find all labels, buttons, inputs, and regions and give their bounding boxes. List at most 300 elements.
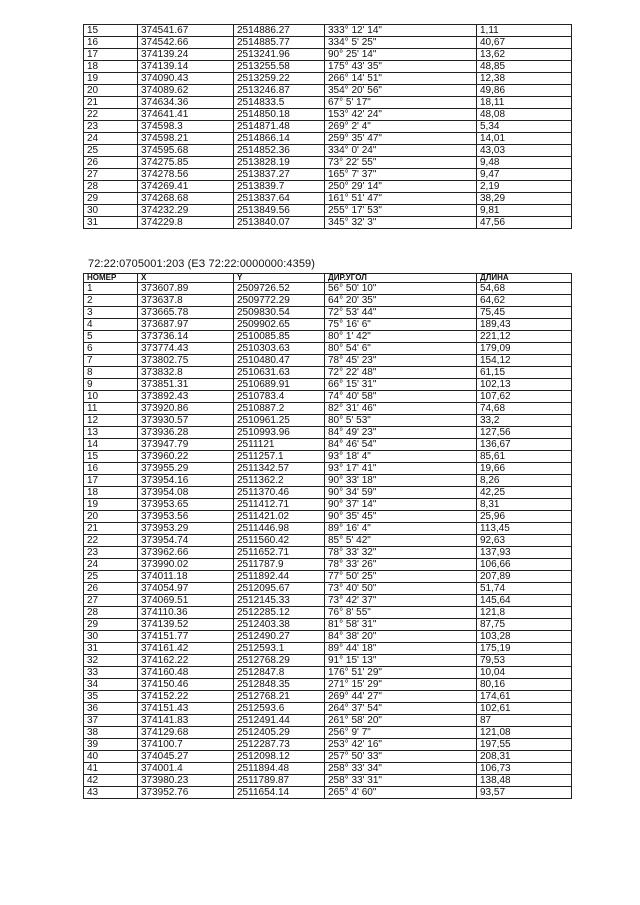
cell-number: 28: [84, 181, 138, 193]
cell-length: 137,93: [477, 547, 572, 559]
cell-y: 2514885.77: [234, 37, 325, 49]
cell-x: 373930.57: [138, 415, 234, 427]
table-row: [84, 379, 572, 391]
cell-number: 34: [84, 679, 138, 691]
cell-direction-angle: 90° 35' 45": [325, 511, 477, 523]
cell-length: 127,56: [477, 427, 572, 439]
table-row: [84, 535, 572, 547]
cell-number: 15: [84, 451, 138, 463]
cell-length: 64,62: [477, 295, 572, 307]
cell-direction-angle: 259° 35' 47": [325, 133, 477, 145]
cell-length: 1,11: [477, 25, 572, 37]
table-row: [84, 715, 572, 727]
cell-x: 374162.22: [138, 655, 234, 667]
cell-x: 373953.29: [138, 523, 234, 535]
cell-x: 373954.08: [138, 487, 234, 499]
table-row: [84, 25, 572, 37]
cell-y: 2509902.65: [234, 319, 325, 331]
cell-x: 374054.97: [138, 583, 234, 595]
cell-number: 3: [84, 307, 138, 319]
table-row: [84, 547, 572, 559]
cell-y: 2512490.27: [234, 631, 325, 643]
cell-length: 25,96: [477, 511, 572, 523]
coordinates-table: [83, 273, 572, 799]
cell-x: 374278.56: [138, 169, 234, 181]
cell-x: 374541.67: [138, 25, 234, 37]
cell-length: 87,75: [477, 619, 572, 631]
cell-x: 374139.24: [138, 49, 234, 61]
cell-direction-angle: 67° 5' 17": [325, 97, 477, 109]
header-x: X: [138, 274, 234, 283]
cell-length: 106,66: [477, 559, 572, 571]
cell-length: 48,85: [477, 61, 572, 73]
table-row: [84, 559, 572, 571]
cell-length: 113,45: [477, 523, 572, 535]
cell-y: 2509726.52: [234, 283, 325, 295]
cell-y: 2510085.85: [234, 331, 325, 343]
cell-number: 18: [84, 61, 138, 73]
cell-direction-angle: 74° 40' 58": [325, 391, 477, 403]
table-row: [84, 415, 572, 427]
cell-number: 32: [84, 655, 138, 667]
cell-direction-angle: 333° 12' 14": [325, 25, 477, 37]
cell-direction-angle: 253° 42' 16": [325, 739, 477, 751]
cell-length: 179,09: [477, 343, 572, 355]
cell-y: 2513246.87: [234, 85, 325, 97]
cell-direction-angle: 89° 44' 18": [325, 643, 477, 655]
table-row: [84, 217, 572, 229]
cell-length: 33,2: [477, 415, 572, 427]
cell-direction-angle: 90° 33' 18": [325, 475, 477, 487]
cell-length: 121,8: [477, 607, 572, 619]
cell-length: 197,55: [477, 739, 572, 751]
cell-direction-angle: 80° 1' 42": [325, 331, 477, 343]
cell-length: 13,62: [477, 49, 572, 61]
table-row: [84, 37, 572, 49]
cell-direction-angle: 84° 49' 23": [325, 427, 477, 439]
cell-length: 85,61: [477, 451, 572, 463]
cell-direction-angle: 72° 22' 48": [325, 367, 477, 379]
cell-number: 39: [84, 739, 138, 751]
cell-x: 373953.56: [138, 511, 234, 523]
cell-number: 18: [84, 487, 138, 499]
cell-x: 374232.29: [138, 205, 234, 217]
cell-length: 207,89: [477, 571, 572, 583]
cell-y: 2512145.33: [234, 595, 325, 607]
cell-number: 16: [84, 463, 138, 475]
cell-x: 373774.43: [138, 343, 234, 355]
cell-x: 373947.79: [138, 439, 234, 451]
cell-x: 374089.62: [138, 85, 234, 97]
table-row: [84, 439, 572, 451]
cell-y: 2514833.5: [234, 97, 325, 109]
cell-x: 374151.43: [138, 703, 234, 715]
cell-y: 2509772.29: [234, 295, 325, 307]
cell-x: 374090.43: [138, 73, 234, 85]
cell-y: 2514852.36: [234, 145, 325, 157]
cell-y: 2510783.4: [234, 391, 325, 403]
cell-number: 21: [84, 523, 138, 535]
table-row: [84, 451, 572, 463]
cell-number: 12: [84, 415, 138, 427]
cell-number: 10: [84, 391, 138, 403]
cell-length: 189,43: [477, 319, 572, 331]
table-row: [84, 391, 572, 403]
cell-y: 2511560.42: [234, 535, 325, 547]
table-row: [84, 751, 572, 763]
cell-y: 2513849.56: [234, 205, 325, 217]
cell-number: 14: [84, 439, 138, 451]
cell-length: 79,53: [477, 655, 572, 667]
cell-length: 154,12: [477, 355, 572, 367]
cell-y: 2512285.12: [234, 607, 325, 619]
cell-number: 30: [84, 631, 138, 643]
cell-number: 7: [84, 355, 138, 367]
cell-y: 2511654.14: [234, 787, 325, 799]
table-row: [84, 499, 572, 511]
cell-length: 136,67: [477, 439, 572, 451]
cell-length: 75,45: [477, 307, 572, 319]
cell-x: 373960.22: [138, 451, 234, 463]
cell-x: 374160.48: [138, 667, 234, 679]
cell-direction-angle: 89° 16' 4": [325, 523, 477, 535]
cell-y: 2513837.27: [234, 169, 325, 181]
cell-number: 25: [84, 571, 138, 583]
header-number: НОМЕР: [84, 274, 138, 283]
cell-y: 2510480.47: [234, 355, 325, 367]
cell-direction-angle: 81° 58' 31": [325, 619, 477, 631]
cell-direction-angle: 269° 2' 4": [325, 121, 477, 133]
cell-direction-angle: 93° 17' 41": [325, 463, 477, 475]
cell-length: 145,64: [477, 595, 572, 607]
cell-number: 25: [84, 145, 138, 157]
cell-direction-angle: 256° 9' 7": [325, 727, 477, 739]
cell-direction-angle: 85° 5' 42": [325, 535, 477, 547]
table-row: [84, 739, 572, 751]
cell-y: 2511121: [234, 439, 325, 451]
cell-x: 374141.83: [138, 715, 234, 727]
cell-y: 2512098.12: [234, 751, 325, 763]
cell-direction-angle: 73° 22' 55": [325, 157, 477, 169]
section-title: 72:22:0705001:203 (ЕЗ 72:22:0000000:4359): [88, 258, 316, 270]
cell-length: 8,26: [477, 475, 572, 487]
cell-y: 2513828.19: [234, 157, 325, 169]
cell-y: 2510303.63: [234, 343, 325, 355]
cell-number: 16: [84, 37, 138, 49]
table-row: [84, 157, 572, 169]
table-row: [84, 511, 572, 523]
cell-y: 2511446.98: [234, 523, 325, 535]
cell-y: 2514871.48: [234, 121, 325, 133]
cell-number: 1: [84, 283, 138, 295]
cell-length: 18,11: [477, 97, 572, 109]
cell-length: 92,63: [477, 535, 572, 547]
cell-length: 121,08: [477, 727, 572, 739]
cell-x: 373980.23: [138, 775, 234, 787]
cell-y: 2511421.02: [234, 511, 325, 523]
table-row: [84, 655, 572, 667]
cell-x: 374275.85: [138, 157, 234, 169]
cell-x: 373637.8: [138, 295, 234, 307]
table-header-row: [84, 274, 572, 283]
cell-number: 19: [84, 73, 138, 85]
coordinates-table-continued: [83, 24, 572, 229]
cell-x: 374269.41: [138, 181, 234, 193]
cell-direction-angle: 66° 15' 31": [325, 379, 477, 391]
table-row: [84, 169, 572, 181]
table-row: [84, 703, 572, 715]
cell-direction-angle: 266° 14' 51": [325, 73, 477, 85]
table-row: [84, 775, 572, 787]
cell-direction-angle: 153° 42' 24": [325, 109, 477, 121]
cell-direction-angle: 91° 15' 13": [325, 655, 477, 667]
cell-direction-angle: 72° 53' 44": [325, 307, 477, 319]
cell-x: 374151.77: [138, 631, 234, 643]
cell-x: 374001.4: [138, 763, 234, 775]
cell-x: 373953.65: [138, 499, 234, 511]
table-row: [84, 631, 572, 643]
cell-number: 20: [84, 85, 138, 97]
cell-direction-angle: 255° 17' 53": [325, 205, 477, 217]
cell-number: 35: [84, 691, 138, 703]
cell-number: 8: [84, 367, 138, 379]
cell-direction-angle: 176° 51' 29": [325, 667, 477, 679]
cell-x: 373954.16: [138, 475, 234, 487]
cell-y: 2511789.87: [234, 775, 325, 787]
cell-y: 2512768.21: [234, 691, 325, 703]
cell-length: 175,19: [477, 643, 572, 655]
table-row: [84, 49, 572, 61]
cell-number: 37: [84, 715, 138, 727]
cell-length: 47,56: [477, 217, 572, 229]
cell-y: 2513837.64: [234, 193, 325, 205]
cell-direction-angle: 265° 4' 60": [325, 787, 477, 799]
cell-x: 373802.75: [138, 355, 234, 367]
cell-direction-angle: 264° 37' 54": [325, 703, 477, 715]
cell-length: 48,08: [477, 109, 572, 121]
cell-x: 373851.31: [138, 379, 234, 391]
table-row: [84, 355, 572, 367]
table-row: [84, 343, 572, 355]
cell-y: 2511412.71: [234, 499, 325, 511]
cell-length: 102,13: [477, 379, 572, 391]
cell-number: 26: [84, 583, 138, 595]
cell-length: 2,19: [477, 181, 572, 193]
cell-y: 2512848.35: [234, 679, 325, 691]
cell-direction-angle: 269° 44' 27": [325, 691, 477, 703]
cell-number: 23: [84, 547, 138, 559]
cell-length: 103,28: [477, 631, 572, 643]
cell-y: 2509830.54: [234, 307, 325, 319]
cell-length: 174,61: [477, 691, 572, 703]
cell-x: 373736.14: [138, 331, 234, 343]
table-row: [84, 787, 572, 799]
table-row: [84, 583, 572, 595]
cell-number: 17: [84, 49, 138, 61]
cell-x: 374268.68: [138, 193, 234, 205]
cell-x: 373920.86: [138, 403, 234, 415]
cell-direction-angle: 175° 43' 35": [325, 61, 477, 73]
cell-number: 38: [84, 727, 138, 739]
cell-direction-angle: 334° 5' 25": [325, 37, 477, 49]
cell-y: 2512287.73: [234, 739, 325, 751]
cell-y: 2510689.91: [234, 379, 325, 391]
cell-y: 2512405.29: [234, 727, 325, 739]
cell-direction-angle: 80° 5' 53": [325, 415, 477, 427]
cell-length: 49,86: [477, 85, 572, 97]
cell-direction-angle: 161° 51' 47": [325, 193, 477, 205]
table-row: [84, 523, 572, 535]
cell-y: 2514886.27: [234, 25, 325, 37]
cell-length: 5,34: [477, 121, 572, 133]
cell-direction-angle: 334° 0' 24": [325, 145, 477, 157]
cell-x: 374598.21: [138, 133, 234, 145]
cell-number: 21: [84, 97, 138, 109]
table-row: [84, 643, 572, 655]
table-row: [84, 85, 572, 97]
cell-direction-angle: 271° 15' 29": [325, 679, 477, 691]
cell-x: 373990.02: [138, 559, 234, 571]
cell-y: 2513255.58: [234, 61, 325, 73]
cell-x: 374634.36: [138, 97, 234, 109]
cell-x: 374598.3: [138, 121, 234, 133]
cell-y: 2510887.2: [234, 403, 325, 415]
cell-x: 373955.29: [138, 463, 234, 475]
table-row: [84, 427, 572, 439]
cell-number: 11: [84, 403, 138, 415]
table-row: [84, 763, 572, 775]
cell-x: 373687.97: [138, 319, 234, 331]
cell-number: 40: [84, 751, 138, 763]
cell-number: 5: [84, 331, 138, 343]
cell-length: 93,57: [477, 787, 572, 799]
cell-length: 42,25: [477, 487, 572, 499]
cell-direction-angle: 345° 32' 3": [325, 217, 477, 229]
cell-x: 373952.76: [138, 787, 234, 799]
cell-number: 22: [84, 535, 138, 547]
cell-y: 2514850.18: [234, 109, 325, 121]
cell-number: 20: [84, 511, 138, 523]
cell-direction-angle: 56° 50' 10": [325, 283, 477, 295]
cell-number: 26: [84, 157, 138, 169]
cell-direction-angle: 258° 33' 34": [325, 763, 477, 775]
cell-y: 2512403.38: [234, 619, 325, 631]
cell-direction-angle: 75° 16' 6": [325, 319, 477, 331]
cell-y: 2511894.48: [234, 763, 325, 775]
cell-length: 9,81: [477, 205, 572, 217]
cell-x: 373832.8: [138, 367, 234, 379]
table-row: [84, 679, 572, 691]
cell-length: 14,01: [477, 133, 572, 145]
table2-body: [84, 283, 572, 799]
table-row: [84, 691, 572, 703]
cell-length: 74,68: [477, 403, 572, 415]
cell-x: 374129.68: [138, 727, 234, 739]
cell-number: 41: [84, 763, 138, 775]
cell-length: 221,12: [477, 331, 572, 343]
cell-x: 373607.89: [138, 283, 234, 295]
table1-body: [84, 25, 572, 229]
cell-length: 38,29: [477, 193, 572, 205]
cell-x: 374595.68: [138, 145, 234, 157]
cell-length: 87: [477, 715, 572, 727]
cell-length: 208,31: [477, 751, 572, 763]
cell-y: 2512593.1: [234, 643, 325, 655]
cell-length: 138,48: [477, 775, 572, 787]
table-row: [84, 295, 572, 307]
cell-length: 12,38: [477, 73, 572, 85]
cell-y: 2512768.29: [234, 655, 325, 667]
cell-direction-angle: 64° 20' 35": [325, 295, 477, 307]
cell-direction-angle: 80° 54' 6": [325, 343, 477, 355]
cell-length: 107,62: [477, 391, 572, 403]
cell-length: 9,47: [477, 169, 572, 181]
header-length: ДЛИНА: [477, 274, 572, 283]
cell-y: 2512593.6: [234, 703, 325, 715]
cell-direction-angle: 165° 7' 37": [325, 169, 477, 181]
cell-number: 13: [84, 427, 138, 439]
cell-y: 2513259.22: [234, 73, 325, 85]
cell-x: 374011.18: [138, 571, 234, 583]
cell-x: 374100.7: [138, 739, 234, 751]
cell-number: 9: [84, 379, 138, 391]
cell-direction-angle: 78° 33' 26": [325, 559, 477, 571]
cell-x: 374139.14: [138, 61, 234, 73]
cell-number: 4: [84, 319, 138, 331]
cell-length: 19,66: [477, 463, 572, 475]
table-row: [84, 727, 572, 739]
cell-direction-angle: 78° 45' 23": [325, 355, 477, 367]
table-row: [84, 283, 572, 295]
table-row: [84, 205, 572, 217]
cell-number: 27: [84, 595, 138, 607]
cell-x: 374161.42: [138, 643, 234, 655]
table-row: [84, 193, 572, 205]
cell-direction-angle: 73° 40' 50": [325, 583, 477, 595]
cell-number: 29: [84, 619, 138, 631]
table-row: [84, 619, 572, 631]
cell-direction-angle: 73° 42' 37": [325, 595, 477, 607]
cell-y: 2513840.07: [234, 217, 325, 229]
cell-number: 43: [84, 787, 138, 799]
cell-number: 17: [84, 475, 138, 487]
table-row: [84, 307, 572, 319]
header-y: Y: [234, 274, 325, 283]
cell-direction-angle: 93° 18' 4": [325, 451, 477, 463]
cell-y: 2513241.96: [234, 49, 325, 61]
cell-length: 80,16: [477, 679, 572, 691]
table-row: [84, 73, 572, 85]
cell-length: 9,48: [477, 157, 572, 169]
table-row: [84, 145, 572, 157]
cell-number: 24: [84, 559, 138, 571]
cell-y: 2511892.44: [234, 571, 325, 583]
table-row: [84, 181, 572, 193]
cell-y: 2511787.9: [234, 559, 325, 571]
cell-y: 2511652.71: [234, 547, 325, 559]
cell-length: 8,31: [477, 499, 572, 511]
table-row: [84, 133, 572, 145]
cell-length: 43,03: [477, 145, 572, 157]
table-row: [84, 331, 572, 343]
cell-number: 22: [84, 109, 138, 121]
cell-number: 42: [84, 775, 138, 787]
cell-y: 2514866.14: [234, 133, 325, 145]
table-row: [84, 595, 572, 607]
cell-direction-angle: 77° 50' 25": [325, 571, 477, 583]
cell-x: 374150.46: [138, 679, 234, 691]
cell-length: 61,15: [477, 367, 572, 379]
